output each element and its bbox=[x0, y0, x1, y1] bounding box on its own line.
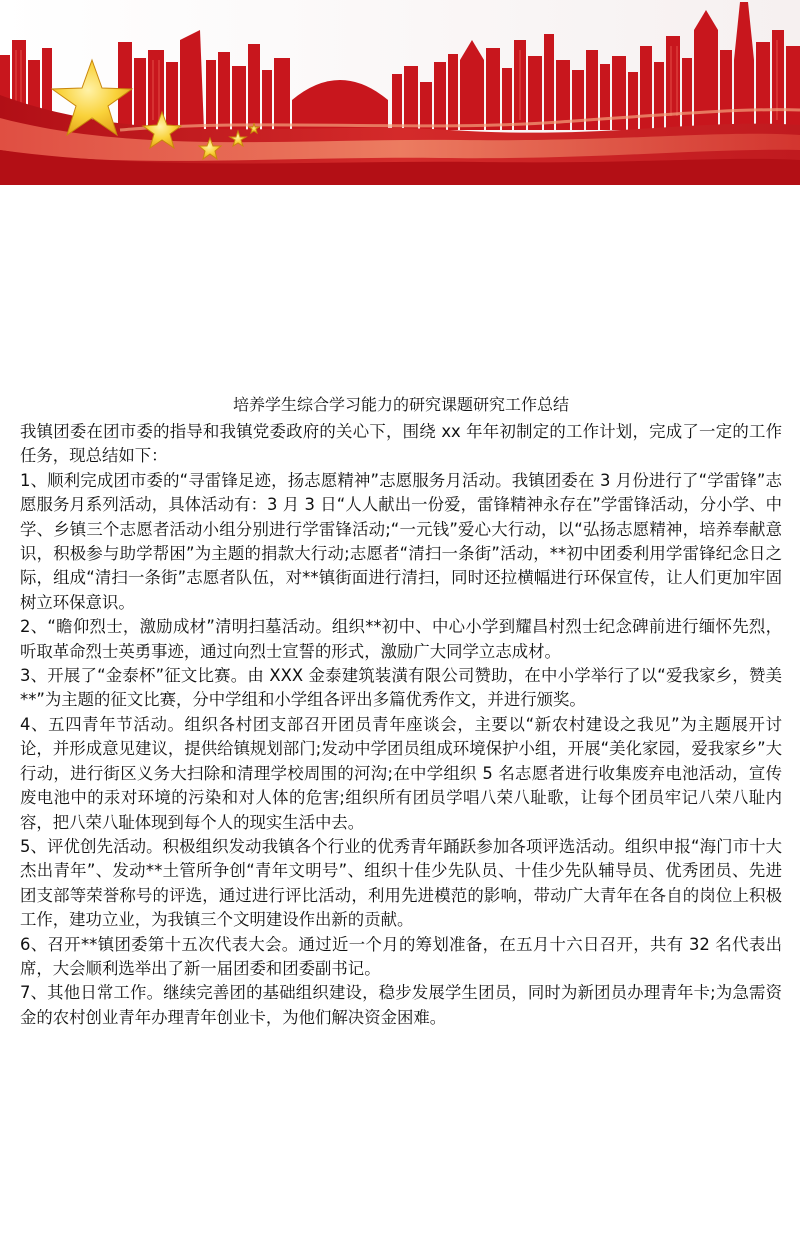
paragraph-item-4: 4、五四青年节活动。组织各村团支部召开团员青年座谈会，主要以“新农村建设之我见”为主题展开讨论，并形成意见建议，提供给镇规划部门;发动中学团员组成环境保护小组，开展“美化家园，爱我家乡”大行动，进行街区义务大扫除和清理学校周围的河沟;在中学组织 5 名志愿者进行收集废弃电池活动，宣传废电池中的汞对环境的污染和对人体的危害;组织所有团员学唱八荣八耻歌，让每个团员牢记八荣八耻内容，把八荣八耻体现到每个人的现实生活中去。 bbox=[20, 714, 782, 832]
city-skyline-illustration bbox=[0, 0, 800, 185]
paragraph-item-3: 3、开展了“金泰杯”征文比赛。由 XXX 金泰建筑装潢有限公司赞助，在中小学举行了以“爱我家乡，赞美**”为主题的征文比赛，分中学组和小学组各评出多篇优秀作文，并进行颁奖。 bbox=[20, 666, 782, 710]
paragraph-intro: 我镇团委在团市委的指导和我镇党委政府的关心下，围绕 xx 年年初制定的工作计划，完成了一定的工作任务，现总结如下： bbox=[20, 422, 782, 466]
header-banner bbox=[0, 0, 800, 185]
document-body bbox=[20, 392, 782, 1030]
document-title: 培养学生综合学习能力的研究课题研究工作总结 bbox=[232, 395, 569, 414]
paragraph-item-2: 2、“瞻仰烈士，激励成材”清明扫墓活动。组织**初中、中心小学到耀昌村烈士纪念碑前进行缅怀先烈，听取革命烈士英勇事迹，通过向烈士宣誓的形式，激励广大同学立志成材。 bbox=[20, 617, 782, 661]
paragraph-item-5: 5、评优创先活动。积极组织发动我镇各个行业的优秀青年踊跃参加各项评选活动。组织申报“海门市十大杰出青年”、发动**土管所争创“青年文明号”、组织十佳少先队员、十佳少先队辅导员、优秀团员、先进团支部等荣誉称号的评选，通过进行评比活动，利用先进模范的影响，带动广大青年在各自的岗位上积极工作，建功立业，为我镇三个文明建设作出新的贡献。 bbox=[20, 836, 782, 930]
paragraph-item-7: 7、其他日常工作。继续完善团的基础组织建设，稳步发展学生团员，同时为新团员办理青年卡;为急需资金的农村创业青年办理青年创业卡，为他们解决资金困难。 bbox=[20, 983, 782, 1027]
paragraph-item-6: 6、召开**镇团委第十五次代表大会。通过近一个月的筹划准备，在五月十六日召开，共有 32 名代表出席，大会顺利选举出了新一届团委和团委副书记。 bbox=[20, 934, 782, 978]
paragraph-item-1: 1、顺利完成团市委的“寻雷锋足迹，扬志愿精神”志愿服务月活动。我镇团委在 3 月份进行了“学雷锋”志愿服务月系列活动，具体活动有：3 月 3 日“人人献出一份爱，雷锋精神永存在”学雷锋活动，分小学、中学、乡镇三个志愿者活动小组分别进行学雷锋活动;“一元钱”爱心大行动，以“弘扬志愿精神，培养奉献意识，积极参与助学帮困”为主题的捐款大行动;志愿者“清扫一条街”活动，**初中团委利用学雷锋纪念日之际，组成“清扫一条街”志愿者队伍，对**镇街面进行清扫，同时还拉横幅进行环保宣传，让人们更加牢固树立环保意识。 bbox=[20, 470, 782, 612]
